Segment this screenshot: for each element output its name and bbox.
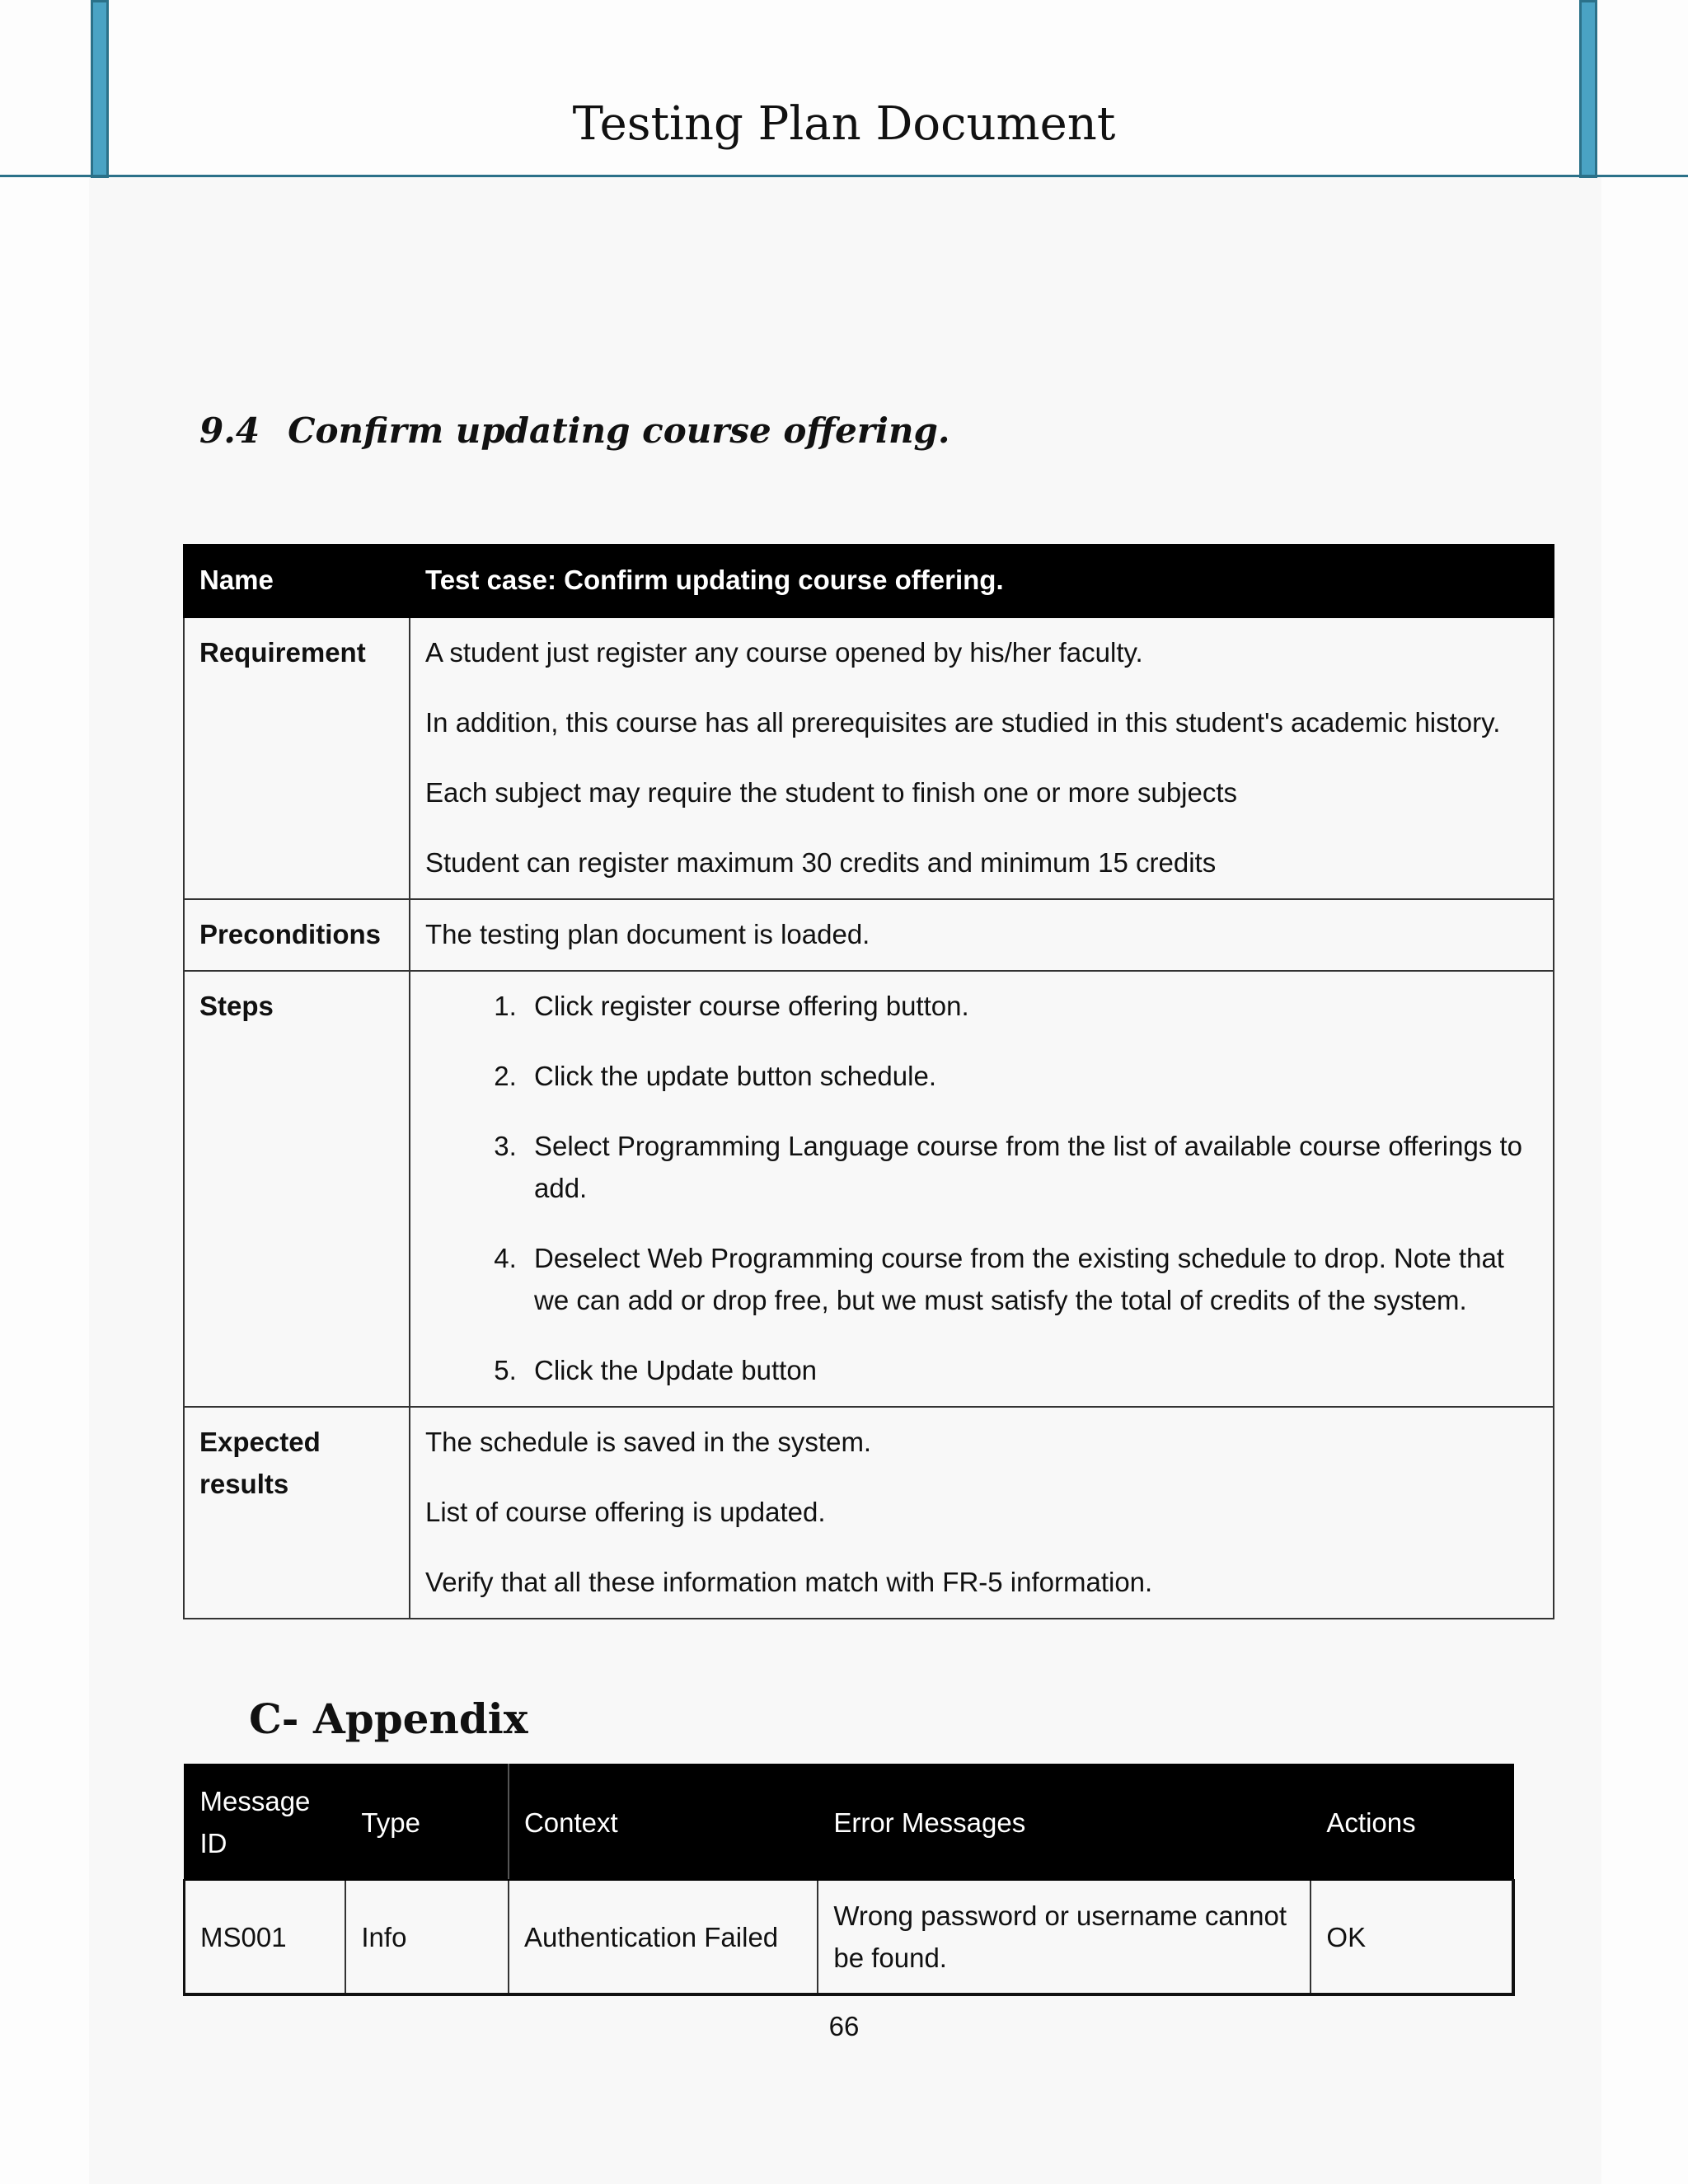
page-number: 66: [828, 2011, 860, 2041]
table-row: [184, 899, 1554, 971]
requirement-line: Student can register maximum 30 credits and minimum 15 credits: [425, 847, 1217, 878]
requirement-line: A student just register any course opened by his/her faculty.: [425, 637, 1143, 668]
table-row: [184, 545, 1554, 617]
cell-error-message: Wrong password or username cannot be found.: [818, 1880, 1311, 1994]
name-label: Name: [184, 545, 410, 617]
steps-value: [410, 971, 1554, 1407]
table-header-row: [185, 1765, 1514, 1880]
expected-value: [410, 1407, 1554, 1619]
section-number: 9.4: [199, 410, 260, 451]
list-item: 4. Deselect Web Programming course from the existing schedule to drop. Note that we can add or drop free, but we must satisfy the total of credits of the system.: [524, 1237, 1538, 1321]
preconditions-value: The testing plan document is loaded.: [410, 899, 1554, 971]
list-item: 2. Click the update button schedule.: [524, 1055, 1538, 1097]
cell-action: OK: [1311, 1880, 1513, 1994]
list-item: 5. Click the Update button: [524, 1349, 1538, 1391]
test-case-table: [183, 544, 1554, 1619]
expected-line: The schedule is saved in the system.: [425, 1427, 872, 1457]
appendix-table: [183, 1764, 1515, 1996]
expected-line: List of course offering is updated.: [425, 1497, 826, 1527]
expected-label: Expected results: [184, 1407, 410, 1619]
header-right-bar: [1579, 0, 1597, 178]
preconditions-label: Preconditions: [184, 899, 410, 971]
cell-type: Info: [345, 1880, 509, 1994]
appendix-heading: C- Appendix: [249, 1694, 528, 1743]
table-row: [184, 617, 1554, 899]
list-item: 1. Click register course offering button.: [524, 985, 1538, 1027]
section-heading: [199, 410, 950, 451]
table-row: [184, 971, 1554, 1407]
document-title: Testing Plan Document: [572, 97, 1116, 151]
column-header-type: Type: [345, 1765, 509, 1880]
cell-message-id: MS001: [185, 1880, 346, 1994]
section-title: Confirm updating course offering.: [288, 410, 950, 451]
list-item: 3. Select Programming Language course from the list of available course offerings to add.: [524, 1125, 1538, 1209]
steps-list: [425, 985, 1538, 1391]
column-header-actions: Actions: [1311, 1765, 1513, 1880]
header-left-bar: [91, 0, 109, 178]
requirement-line: Each subject may require the student to finish one or more subjects: [425, 777, 1238, 808]
header-rule: [0, 175, 1688, 177]
table-row: [184, 1407, 1554, 1619]
requirement-label: Requirement: [184, 617, 410, 899]
requirement-value: [410, 617, 1554, 899]
column-header-message-id: Message ID: [185, 1765, 346, 1880]
steps-label: Steps: [184, 971, 410, 1407]
column-header-context: Context: [509, 1765, 818, 1880]
expected-line: Verify that all these information match with FR-5 information.: [425, 1567, 1153, 1597]
name-value: Test case: Confirm updating course offering.: [410, 545, 1554, 617]
table-row: [185, 1880, 1514, 1994]
column-header-error-messages: Error Messages: [818, 1765, 1311, 1880]
requirement-line: In addition, this course has all prerequisites are studied in this student's academic history.: [425, 707, 1501, 738]
cell-context: Authentication Failed: [509, 1880, 818, 1994]
